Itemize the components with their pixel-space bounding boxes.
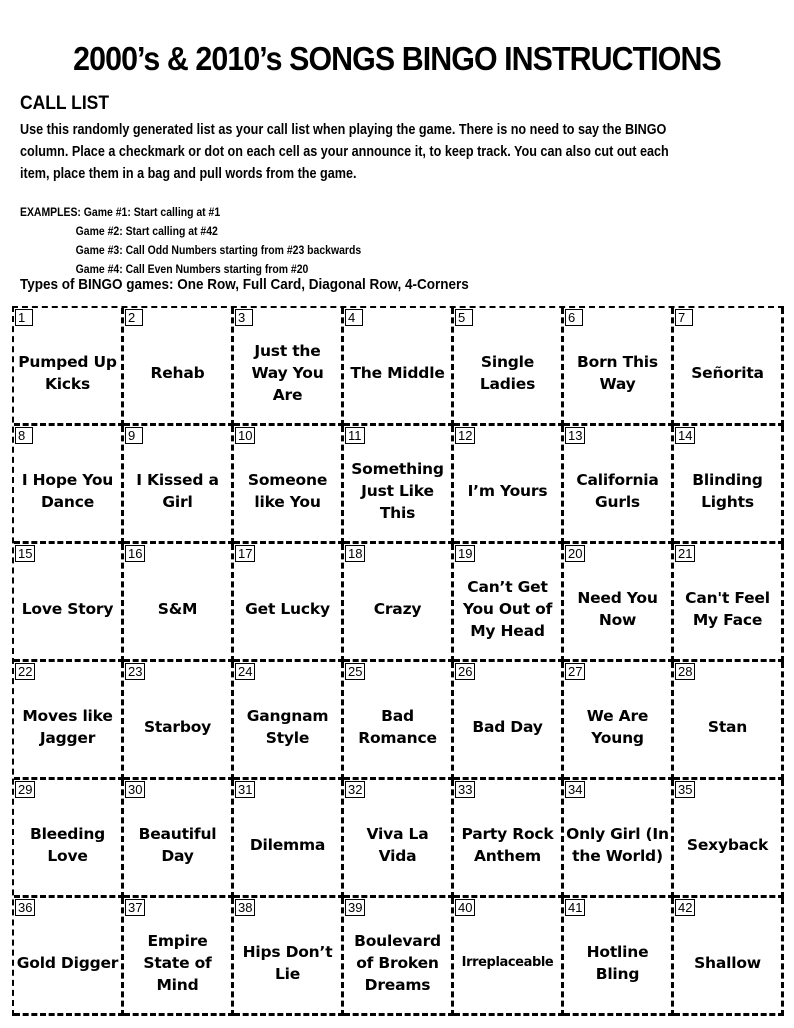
cell-number: 14 [675,427,695,444]
call-cell [344,544,454,662]
cell-number: 28 [675,663,695,680]
cell-number: 25 [345,663,365,680]
call-cell [564,898,674,1016]
call-cell [674,780,784,898]
song-title: Stan [707,717,748,736]
song-title: We Are Young [586,706,649,747]
song-title: I Hope You Dance [21,470,114,511]
call-cell [454,426,564,544]
game-types: Types of BINGO games: One Row, Full Card, Diagonal Row, 4-Corners [20,276,469,293]
call-cell [564,544,674,662]
song-title: Hotline Bling [586,942,649,983]
cell-number: 41 [565,899,585,916]
song-title: Can't Feel My Face [685,588,770,629]
examples-list [20,203,361,279]
intro-line: Use this randomly generated list as your call list when playing the game. There is no need to say the BINGO [20,122,667,138]
cell-number: 36 [15,899,35,916]
call-cell [14,544,124,662]
cell-number: 24 [235,663,255,680]
cell-number: 9 [125,427,143,444]
cell-number: 42 [675,899,695,916]
call-cell [344,898,454,1016]
song-title: Gangnam Style [246,706,329,747]
song-title: Can’t Get You Out of My Head [462,577,553,640]
song-title: Viva La Vida [366,824,429,865]
call-cell [234,898,344,1016]
cell-number: 21 [675,545,695,562]
call-cell [454,898,564,1016]
cell-number: 38 [235,899,255,916]
cell-number: 22 [15,663,35,680]
song-title: Crazy [373,599,422,618]
cell-number: 18 [345,545,365,562]
cell-number: 5 [455,309,473,326]
song-title: Shallow [694,953,761,972]
call-cell [674,308,784,426]
call-cell [674,426,784,544]
intro-line: item, place them in a bag and pull words from the game. [20,166,357,182]
call-cell [234,308,344,426]
cell-number: 10 [235,427,255,444]
cell-number: 15 [15,545,35,562]
intro-paragraph [20,119,742,185]
example-line: Game #4: Call Even Numbers starting from #20 [75,262,309,276]
song-title: Bad Day [472,717,543,736]
song-title: I Kissed a Girl [136,470,219,511]
cell-number: 33 [455,781,475,798]
song-title: Rehab [150,363,205,382]
cell-number: 4 [345,309,363,326]
example-line: Game #3: Call Odd Numbers starting from #23 backwards [75,243,362,257]
cell-number: 3 [235,309,253,326]
song-title: Gold Digger [16,953,119,972]
cell-number: 17 [235,545,255,562]
cell-number: 2 [125,309,143,326]
song-title: Moves like Jagger [22,706,113,747]
cell-number: 29 [15,781,35,798]
song-title: Love Story [21,599,114,618]
call-cell [124,780,234,898]
cell-number: 6 [565,309,583,326]
call-cell [564,662,674,780]
song-title: Someone like You [247,470,328,511]
cell-number: 31 [235,781,255,798]
call-cell [234,544,344,662]
call-cell [674,898,784,1016]
call-cell [564,426,674,544]
call-cell [14,426,124,544]
song-title: Empire State of Mind [143,931,212,994]
song-title: Blinding Lights [692,470,763,511]
cell-number: 1 [15,309,33,326]
song-title: Something Just Like This [351,459,444,522]
call-cell [14,780,124,898]
call-cell [344,308,454,426]
song-title: Only Girl (In the World) [566,824,669,865]
cell-number: 8 [15,427,33,444]
song-title: California Gurls [576,470,659,511]
song-title: Party Rock Anthem [461,824,554,865]
intro-line: column. Place a checkmark or dot on each cell as your announce it, to keep track. You can also cut out each [20,144,669,160]
song-title: Bad Romance [358,706,437,747]
example-line: EXAMPLES: Game #1: Start calling at #1 [20,205,221,219]
call-cell [564,308,674,426]
example-line: Game #2: Start calling at #42 [75,224,218,238]
cell-number: 30 [125,781,145,798]
cell-number: 40 [455,899,475,916]
call-cell [454,662,564,780]
cell-number: 19 [455,545,475,562]
song-title: Just the Way You Are [251,341,324,404]
call-cell [454,308,564,426]
cell-number: 13 [565,427,585,444]
cell-number: 26 [455,663,475,680]
call-cell [674,662,784,780]
call-cell [234,662,344,780]
song-title: S&M [157,599,198,618]
call-cell [14,308,124,426]
call-cell [344,426,454,544]
call-cell [344,662,454,780]
call-cell [454,780,564,898]
call-cell [564,780,674,898]
cell-number: 32 [345,781,365,798]
song-title: Bleeding Love [29,824,106,865]
call-cell [454,544,564,662]
cell-number: 12 [455,427,475,444]
song-title: Dilemma [249,835,326,854]
call-cell [234,780,344,898]
song-title: Starboy [143,717,212,736]
song-title: Pumped Up Kicks [18,352,117,393]
call-cell [124,662,234,780]
song-title: Single Ladies [479,352,536,393]
call-cell [124,426,234,544]
song-title: Boulevard of Broken Dreams [354,931,441,994]
cell-number: 35 [675,781,695,798]
cell-number: 34 [565,781,585,798]
cell-number: 11 [345,427,365,444]
cell-number: 23 [125,663,145,680]
page-title: 2000’s & 2010’s SONGS BINGO INSTRUCTIONS [73,40,721,77]
call-list-grid [12,306,784,1016]
call-cell [14,662,124,780]
song-title: Señorita [691,363,764,382]
call-cell [674,544,784,662]
cell-number: 37 [125,899,145,916]
cell-number: 39 [345,899,365,916]
call-cell [14,898,124,1016]
song-title: Irreplaceable [461,954,554,970]
section-title: CALL LIST [20,93,110,114]
call-cell [124,544,234,662]
call-cell [344,780,454,898]
song-title: Beautiful Day [138,824,217,865]
call-cell [124,308,234,426]
cell-number: 20 [565,545,585,562]
song-title: I’m Yours [467,481,548,500]
song-title: Get Lucky [245,599,330,618]
song-title: Hips Don’t Lie [242,942,333,983]
cell-number: 27 [565,663,585,680]
cell-number: 7 [675,309,693,326]
song-title: Born This Way [577,352,658,393]
call-cell [234,426,344,544]
song-title: Sexyback [686,835,769,854]
song-title: Need You Now [577,588,658,629]
call-cell [124,898,234,1016]
cell-number: 16 [125,545,145,562]
song-title: The Middle [350,363,445,382]
